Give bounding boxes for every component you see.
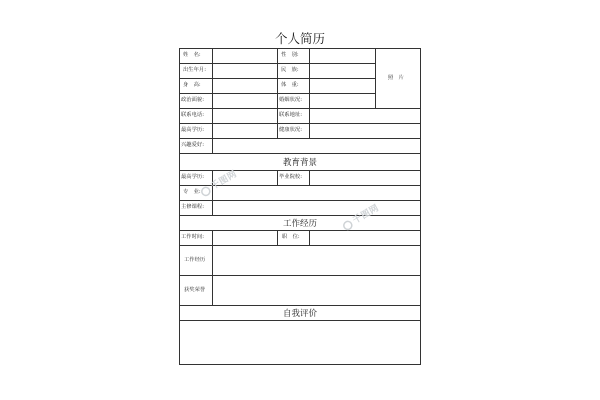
row-divider <box>179 245 421 246</box>
health-label: 健康状况: <box>279 127 302 133</box>
height-label: 身 高: <box>183 82 201 88</box>
row-divider <box>179 320 421 321</box>
degree-label: 最高学历: <box>181 127 204 133</box>
ethnicity-label: 民 族: <box>281 67 299 73</box>
political-label: 政治面貌: <box>181 97 204 103</box>
col-divider <box>277 230 278 245</box>
row-divider <box>179 275 421 276</box>
col-divider <box>309 170 310 185</box>
awards-label: 获奖荣誉 <box>184 287 206 293</box>
photo-label: 照 片 <box>388 75 404 81</box>
weight-label: 体 重: <box>281 82 299 88</box>
col-divider <box>375 48 376 108</box>
col-divider <box>212 230 213 305</box>
degree-label: 最高学历: <box>181 174 204 180</box>
row-divider <box>179 200 421 201</box>
marital-label: 婚姻状况: <box>279 97 302 103</box>
section-title-self-eval: 自我评价 <box>282 309 317 319</box>
courses-label: 主修课程: <box>181 204 204 210</box>
row-divider <box>179 138 421 139</box>
section-title-work: 工作经历 <box>282 219 317 229</box>
work-time-label: 工作时间: <box>181 234 204 240</box>
gender-label: 性 别: <box>281 52 299 58</box>
row-divider <box>179 170 421 171</box>
birth-label: 出生年月: <box>183 67 206 73</box>
school-label: 毕业院校: <box>279 174 302 180</box>
name-label: 姓 名: <box>183 52 201 58</box>
row-divider <box>179 108 421 109</box>
address-label: 联系地址: <box>279 112 302 118</box>
col-divider <box>277 48 278 138</box>
row-divider <box>179 123 421 124</box>
col-divider <box>212 48 213 153</box>
row-divider <box>179 305 421 306</box>
hobbies-label: 兴趣爱好: <box>181 142 204 148</box>
page-title: 个人简历 <box>274 31 325 46</box>
watermark-text: 千图网 <box>351 203 382 227</box>
major-label: 专 业: <box>183 189 201 195</box>
position-label: 职 位: <box>282 234 300 240</box>
col-divider <box>309 48 310 138</box>
row-divider <box>179 230 421 231</box>
row-divider <box>179 153 421 154</box>
row-divider <box>179 215 421 216</box>
col-divider <box>309 230 310 245</box>
phone-label: 联系电话: <box>181 112 204 118</box>
work-history-label: 工作经历 <box>184 257 206 263</box>
watermark-text: 千图网 <box>209 169 240 193</box>
col-divider <box>277 170 278 185</box>
section-title-education: 教育背景 <box>282 158 317 168</box>
